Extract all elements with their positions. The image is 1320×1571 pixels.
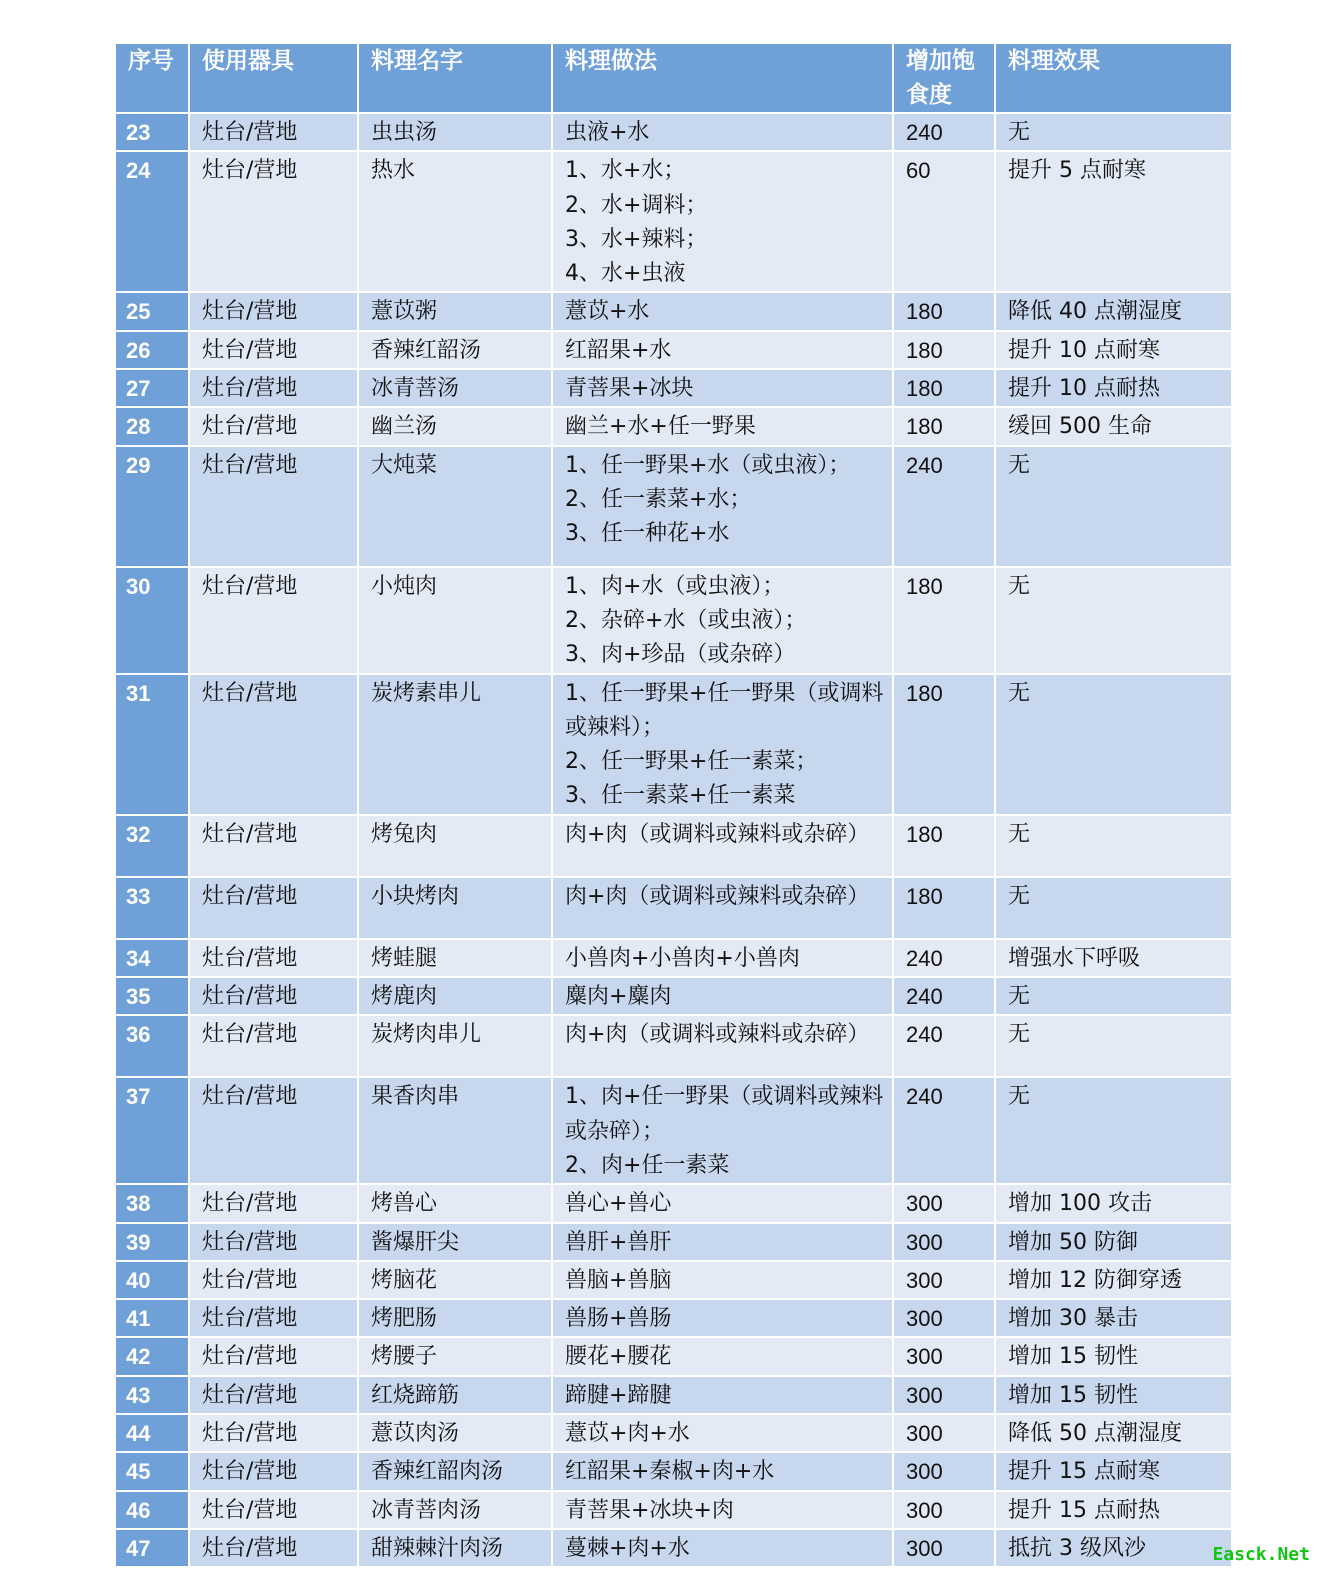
cell-no: 23 bbox=[115, 113, 189, 151]
cell-no: 46 bbox=[115, 1491, 189, 1529]
cell-no: 25 bbox=[115, 292, 189, 330]
cell-effect: 缓回 500 生命 bbox=[995, 407, 1232, 445]
recipe-line: 蔓棘+肉+水 bbox=[565, 1535, 690, 1561]
cell-recipe bbox=[552, 674, 893, 815]
cell-name: 烤兽心 bbox=[358, 1184, 552, 1222]
cell-recipe bbox=[552, 1223, 893, 1261]
cell-effect: 提升 10 点耐热 bbox=[995, 369, 1232, 407]
recipe-line: 麋肉+麋肉 bbox=[565, 984, 672, 1010]
cell-no: 24 bbox=[115, 151, 189, 292]
recipe-line: 2、肉+任一素菜 bbox=[565, 1152, 730, 1178]
recipe-line: 兽肠+兽肠 bbox=[565, 1306, 672, 1332]
cell-name: 烤兔肉 bbox=[358, 815, 552, 877]
cell-satiety: 300 bbox=[893, 1184, 995, 1222]
header-tool: 使用器具 bbox=[189, 43, 358, 113]
recipe-line: 2、杂碎+水（或虫液）； bbox=[565, 607, 807, 633]
recipe-line: 薏苡+水 bbox=[565, 299, 650, 325]
table-row bbox=[115, 331, 1232, 369]
cell-satiety: 180 bbox=[893, 815, 995, 877]
cell-effect: 增加 15 韧性 bbox=[995, 1337, 1232, 1375]
cell-effect: 增加 30 暴击 bbox=[995, 1299, 1232, 1337]
table-row bbox=[115, 407, 1232, 445]
recipe-line: 肉+肉（或调料或辣料或杂碎） bbox=[565, 1022, 870, 1048]
table-row bbox=[115, 1414, 1232, 1452]
cell-name: 小炖肉 bbox=[358, 567, 552, 674]
recipe-line: 虫液+水 bbox=[565, 120, 650, 145]
recipe-line: 兽脑+兽脑 bbox=[565, 1267, 672, 1293]
cell-tool: 灶台/营地 bbox=[189, 1491, 358, 1529]
recipe-line: 1、水+水； bbox=[565, 158, 686, 184]
header-no: 序号 bbox=[115, 43, 189, 113]
recipe-line: 蹄腱+蹄腱 bbox=[565, 1382, 672, 1408]
cell-satiety: 180 bbox=[893, 567, 995, 674]
table-row bbox=[115, 1261, 1232, 1299]
cell-satiety: 240 bbox=[893, 939, 995, 977]
cell-effect: 无 bbox=[995, 446, 1232, 567]
recipe-line: 1、任一野果+水（或虫液）； bbox=[565, 452, 851, 478]
cell-satiety: 300 bbox=[893, 1414, 995, 1452]
header-effect: 料理效果 bbox=[995, 43, 1232, 113]
cell-no: 45 bbox=[115, 1452, 189, 1490]
header-satiety: 增加饱食度 bbox=[893, 43, 995, 113]
cell-name: 香辣红韶汤 bbox=[358, 331, 552, 369]
table-row bbox=[115, 567, 1232, 674]
cell-satiety: 180 bbox=[893, 407, 995, 445]
cell-recipe bbox=[552, 369, 893, 407]
cell-satiety: 300 bbox=[893, 1337, 995, 1375]
cell-effect: 提升 5 点耐寒 bbox=[995, 151, 1232, 292]
cell-recipe bbox=[552, 567, 893, 674]
cell-name: 烤鹿肉 bbox=[358, 977, 552, 1015]
cell-tool: 灶台/营地 bbox=[189, 151, 358, 292]
cell-no: 30 bbox=[115, 567, 189, 674]
cell-satiety: 300 bbox=[893, 1529, 995, 1567]
cell-effect: 降低 40 点潮湿度 bbox=[995, 292, 1232, 330]
cell-no: 38 bbox=[115, 1184, 189, 1222]
cell-tool: 灶台/营地 bbox=[189, 1376, 358, 1414]
cell-recipe bbox=[552, 1337, 893, 1375]
cell-effect: 无 bbox=[995, 113, 1232, 151]
cell-recipe bbox=[552, 331, 893, 369]
cell-name: 甜辣棘汁肉汤 bbox=[358, 1529, 552, 1567]
cell-recipe bbox=[552, 977, 893, 1015]
cell-effect: 提升 15 点耐热 bbox=[995, 1491, 1232, 1529]
recipe-line: 薏苡+肉+水 bbox=[565, 1421, 690, 1447]
cell-recipe bbox=[552, 1077, 893, 1184]
cell-no: 34 bbox=[115, 939, 189, 977]
cell-satiety: 240 bbox=[893, 977, 995, 1015]
table-row bbox=[115, 1491, 1232, 1529]
table-row bbox=[115, 1077, 1232, 1184]
cell-tool: 灶台/营地 bbox=[189, 567, 358, 674]
cell-satiety: 300 bbox=[893, 1223, 995, 1261]
cell-satiety: 180 bbox=[893, 877, 995, 939]
table-row bbox=[115, 113, 1232, 151]
table-row bbox=[115, 446, 1232, 567]
cell-satiety: 300 bbox=[893, 1299, 995, 1337]
cell-effect: 提升 15 点耐寒 bbox=[995, 1452, 1232, 1490]
cell-effect: 降低 50 点潮湿度 bbox=[995, 1414, 1232, 1452]
cell-name: 烤脑花 bbox=[358, 1261, 552, 1299]
cell-name: 小块烤肉 bbox=[358, 877, 552, 939]
cell-satiety: 180 bbox=[893, 292, 995, 330]
cell-name: 薏苡肉汤 bbox=[358, 1414, 552, 1452]
header-name: 料理名字 bbox=[358, 43, 552, 113]
cell-tool: 灶台/营地 bbox=[189, 331, 358, 369]
cell-tool: 灶台/营地 bbox=[189, 407, 358, 445]
cell-name: 炭烤素串儿 bbox=[358, 674, 552, 815]
cell-effect: 无 bbox=[995, 567, 1232, 674]
recipe-line: 青菩果+冰块+肉 bbox=[565, 1497, 734, 1523]
cell-no: 29 bbox=[115, 446, 189, 567]
recipe-line: 肉+肉（或调料或辣料或杂碎） bbox=[565, 883, 870, 909]
table-row bbox=[115, 1337, 1232, 1375]
cell-name: 烤肥肠 bbox=[358, 1299, 552, 1337]
cell-tool: 灶台/营地 bbox=[189, 113, 358, 151]
cell-recipe bbox=[552, 407, 893, 445]
cell-name: 酱爆肝尖 bbox=[358, 1223, 552, 1261]
cell-tool: 灶台/营地 bbox=[189, 1414, 358, 1452]
cell-effect: 抵抗 3 级风沙 bbox=[995, 1529, 1232, 1567]
cell-effect: 提升 10 点耐寒 bbox=[995, 331, 1232, 369]
cell-recipe bbox=[552, 1261, 893, 1299]
cell-satiety: 240 bbox=[893, 1015, 995, 1077]
cell-satiety: 300 bbox=[893, 1491, 995, 1529]
cell-tool: 灶台/营地 bbox=[189, 939, 358, 977]
cell-satiety: 180 bbox=[893, 331, 995, 369]
cell-satiety: 240 bbox=[893, 113, 995, 151]
recipe-line: 小兽肉+小兽肉+小兽肉 bbox=[565, 945, 800, 971]
recipe-line: 3、任一种花+水 bbox=[565, 521, 730, 547]
cell-satiety: 180 bbox=[893, 674, 995, 815]
table-header-row bbox=[115, 43, 1232, 113]
recipe-line: 腰花+腰花 bbox=[565, 1344, 672, 1370]
cell-effect: 无 bbox=[995, 977, 1232, 1015]
watermark: Easck.Net bbox=[1212, 1544, 1310, 1565]
cell-no: 41 bbox=[115, 1299, 189, 1337]
cell-no: 37 bbox=[115, 1077, 189, 1184]
cell-effect: 无 bbox=[995, 674, 1232, 815]
cell-tool: 灶台/营地 bbox=[189, 977, 358, 1015]
recipe-line: 3、任一素菜+任一素菜 bbox=[565, 783, 796, 809]
cell-tool: 灶台/营地 bbox=[189, 292, 358, 330]
cell-effect: 增强水下呼吸 bbox=[995, 939, 1232, 977]
cell-tool: 灶台/营地 bbox=[189, 446, 358, 567]
cell-recipe bbox=[552, 446, 893, 567]
cell-no: 36 bbox=[115, 1015, 189, 1077]
cell-no: 35 bbox=[115, 977, 189, 1015]
cell-name: 红烧蹄筋 bbox=[358, 1376, 552, 1414]
cell-no: 43 bbox=[115, 1376, 189, 1414]
table-row bbox=[115, 815, 1232, 877]
cell-name: 烤蛙腿 bbox=[358, 939, 552, 977]
table-row bbox=[115, 977, 1232, 1015]
table-row bbox=[115, 1299, 1232, 1337]
recipe-line: 2、水+调料； bbox=[565, 192, 708, 218]
recipe-table bbox=[114, 42, 1233, 1568]
table-row bbox=[115, 1015, 1232, 1077]
cell-name: 香辣红韶肉汤 bbox=[358, 1452, 552, 1490]
cell-tool: 灶台/营地 bbox=[189, 877, 358, 939]
cell-tool: 灶台/营地 bbox=[189, 1261, 358, 1299]
table-row bbox=[115, 1376, 1232, 1414]
cell-tool: 灶台/营地 bbox=[189, 1015, 358, 1077]
cell-satiety: 240 bbox=[893, 446, 995, 567]
cell-effect: 无 bbox=[995, 1015, 1232, 1077]
cell-tool: 灶台/营地 bbox=[189, 1223, 358, 1261]
recipe-line: 红韶果+秦椒+肉+水 bbox=[565, 1459, 775, 1485]
cell-recipe bbox=[552, 1452, 893, 1490]
cell-recipe bbox=[552, 1491, 893, 1529]
cell-recipe bbox=[552, 292, 893, 330]
table-row bbox=[115, 1452, 1232, 1490]
cell-name: 幽兰汤 bbox=[358, 407, 552, 445]
table-row bbox=[115, 1529, 1232, 1567]
cell-effect: 增加 12 防御穿透 bbox=[995, 1261, 1232, 1299]
cell-recipe bbox=[552, 877, 893, 939]
recipe-line: 肉+肉（或调料或辣料或杂碎） bbox=[565, 821, 870, 847]
cell-tool: 灶台/营地 bbox=[189, 1452, 358, 1490]
recipe-line: 幽兰+水+任一野果 bbox=[565, 414, 756, 440]
table-row bbox=[115, 1223, 1232, 1261]
recipe-line: 3、肉+珍品（或杂碎） bbox=[565, 642, 796, 668]
cell-name: 果香肉串 bbox=[358, 1077, 552, 1184]
table-row bbox=[115, 939, 1232, 977]
cell-no: 39 bbox=[115, 1223, 189, 1261]
cell-no: 42 bbox=[115, 1337, 189, 1375]
cell-tool: 灶台/营地 bbox=[189, 1077, 358, 1184]
table-row bbox=[115, 1184, 1232, 1222]
recipe-line: 兽心+兽心 bbox=[565, 1191, 672, 1217]
recipe-line: 2、任一野果+任一素菜； bbox=[565, 749, 818, 775]
recipe-table-container bbox=[114, 42, 1231, 1568]
cell-recipe bbox=[552, 151, 893, 292]
cell-tool: 灶台/营地 bbox=[189, 1337, 358, 1375]
cell-name: 大炖菜 bbox=[358, 446, 552, 567]
header-recipe: 料理做法 bbox=[552, 43, 893, 113]
cell-no: 27 bbox=[115, 369, 189, 407]
cell-name: 虫虫汤 bbox=[358, 113, 552, 151]
cell-satiety: 300 bbox=[893, 1376, 995, 1414]
cell-tool: 灶台/营地 bbox=[189, 815, 358, 877]
cell-effect: 增加 100 攻击 bbox=[995, 1184, 1232, 1222]
table-row bbox=[115, 674, 1232, 815]
recipe-line: 兽肝+兽肝 bbox=[565, 1229, 672, 1255]
cell-recipe bbox=[552, 1015, 893, 1077]
cell-no: 32 bbox=[115, 815, 189, 877]
cell-no: 40 bbox=[115, 1261, 189, 1299]
cell-effect: 无 bbox=[995, 815, 1232, 877]
cell-name: 冰青菩汤 bbox=[358, 369, 552, 407]
cell-name: 热水 bbox=[358, 151, 552, 292]
cell-tool: 灶台/营地 bbox=[189, 1184, 358, 1222]
cell-satiety: 60 bbox=[893, 151, 995, 292]
cell-tool: 灶台/营地 bbox=[189, 369, 358, 407]
cell-recipe bbox=[552, 113, 893, 151]
cell-satiety: 300 bbox=[893, 1452, 995, 1490]
cell-tool: 灶台/营地 bbox=[189, 1299, 358, 1337]
cell-recipe bbox=[552, 1184, 893, 1222]
cell-effect: 增加 15 韧性 bbox=[995, 1376, 1232, 1414]
cell-recipe bbox=[552, 1414, 893, 1452]
cell-name: 烤腰子 bbox=[358, 1337, 552, 1375]
cell-tool: 灶台/营地 bbox=[189, 674, 358, 815]
recipe-line: 1、肉+水（或虫液）； bbox=[565, 573, 785, 599]
table-row bbox=[115, 151, 1232, 292]
cell-recipe bbox=[552, 815, 893, 877]
recipe-line: 1、肉+任一野果（或调料或辣料或杂碎）； bbox=[565, 1084, 884, 1144]
recipe-line: 红韶果+水 bbox=[565, 337, 672, 363]
recipe-line: 青菩果+冰块 bbox=[565, 376, 694, 402]
cell-no: 28 bbox=[115, 407, 189, 445]
recipe-line: 1、任一野果+任一野果（或调料或辣料）； bbox=[565, 680, 884, 740]
cell-no: 33 bbox=[115, 877, 189, 939]
cell-no: 44 bbox=[115, 1414, 189, 1452]
cell-effect: 无 bbox=[995, 1077, 1232, 1184]
cell-satiety: 300 bbox=[893, 1261, 995, 1299]
table-row bbox=[115, 292, 1232, 330]
cell-name: 炭烤肉串儿 bbox=[358, 1015, 552, 1077]
cell-no: 26 bbox=[115, 331, 189, 369]
cell-effect: 无 bbox=[995, 877, 1232, 939]
cell-no: 47 bbox=[115, 1529, 189, 1567]
cell-tool: 灶台/营地 bbox=[189, 1529, 358, 1567]
cell-recipe bbox=[552, 1376, 893, 1414]
recipe-line: 4、水+虫液 bbox=[565, 261, 686, 287]
cell-recipe bbox=[552, 939, 893, 977]
cell-satiety: 240 bbox=[893, 1077, 995, 1184]
cell-no: 31 bbox=[115, 674, 189, 815]
cell-name: 冰青菩肉汤 bbox=[358, 1491, 552, 1529]
cell-recipe bbox=[552, 1299, 893, 1337]
table-row bbox=[115, 877, 1232, 939]
recipe-line: 3、水+辣料； bbox=[565, 226, 708, 252]
table-row bbox=[115, 369, 1232, 407]
cell-satiety: 180 bbox=[893, 369, 995, 407]
recipe-line: 2、任一素菜+水； bbox=[565, 486, 752, 512]
cell-effect: 增加 50 防御 bbox=[995, 1223, 1232, 1261]
cell-recipe bbox=[552, 1529, 893, 1567]
cell-name: 薏苡粥 bbox=[358, 292, 552, 330]
